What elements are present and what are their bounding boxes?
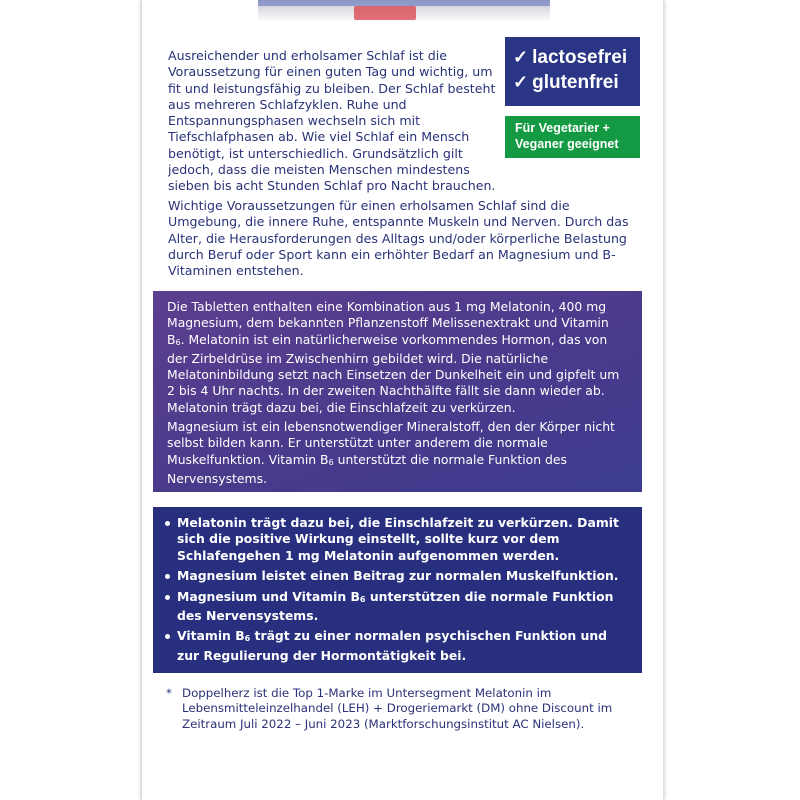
claim-3-text-a: Magnesium und Vitamin B [177, 588, 360, 604]
gluten-free-line [513, 70, 640, 95]
ingredients-p2-text-b: unterstützt die normale Funktion des Nervensystems. [167, 451, 567, 486]
gluten-free-label: glutenfrei [532, 72, 619, 93]
footnote-text: Doppelherz ist die Top 1-Marke im Untersegment Melatonin im Lebensmitteleinzelhandel (LEH) + Drogeriemarkt (DM) ohne Discount im Zeitraum Juli 2022 – Juni 2023 (Marktforschungsinstitut AC Nielsen). [182, 686, 613, 731]
claim-item-2: Magnesium leistet einen Beitrag zur normalen Muskelfunktion. [165, 568, 628, 584]
free-from-badge [505, 37, 640, 106]
footnote [166, 686, 636, 732]
ingredients-p1-subscript: 6 [175, 337, 181, 347]
claim-item-3 [165, 589, 628, 625]
claim-item-4 [165, 628, 628, 664]
ingredients-p1-text-a: Die Tabletten enthalten eine Kombination aus 1 mg Melatonin, 400 mg Magnesium, dem bekannten Pflanzenstoff Melissenextrakt und Vitamin B [167, 299, 609, 347]
vegan-badge-line-2: Veganer geeignet [515, 137, 619, 151]
ingredients-paragraph-2 [167, 419, 628, 487]
vegan-badge [505, 116, 640, 158]
ingredients-paragraph-1 [167, 299, 628, 416]
claim-3-subscript: 6 [359, 594, 366, 604]
lactose-free-line [513, 45, 640, 70]
ingredients-p2-subscript: 6 [328, 457, 334, 467]
claim-4-text-a: Vitamin B [177, 628, 245, 644]
claim-item-1: Melatonin trägt dazu bei, die Einschlafzeit zu verkürzen. Damit sich die positive Wirkung einstellt, sollte kurz vor dem Schlafengehen 1 mg Melatonin aufgenommen werden. [165, 515, 628, 564]
checkmark-icon: ✓ [513, 47, 529, 67]
lactose-free-label: lactosefrei [532, 47, 628, 68]
footnote-marker: * [166, 686, 172, 700]
ingredients-info-box [153, 291, 642, 492]
intro-paragraph-1: Ausreichender und erholsamer Schlaf ist die Voraussetzung für einen guten Tag und wichtig, um fit und leistungsfähig zu bleiben. Der Schlaf besteht aus mehreren Schlafzyklen. Ruhe und Entspannungsphasen wechseln sich mit Tiefschlafphasen ab. Wie viel Schlaf ein Mensch benötigt, ist unterschiedlich. Grundsätzlich gilt jedoch, dass die meisten Menschen mindestens sieben bis acht Stunden Schlaf pro Nacht brauchen. [168, 48, 496, 194]
ingredients-p1-text-b: . Melatonin ist ein natürlicherweise vorkommendes Hormon, das von der Zirbeldrüse im Zwischenhirn gebildet wird. Die natürliche Melatoninbildung setzt nach Einsetzen der Dunkelheit ein und gipfelt um 2 bis 4 Uhr nachts. In der zweiten Nachthälfte fällt sie dann wieder ab. Melatonin trägt dazu bei, die Einschlafzeit zu verkürzen. [167, 331, 620, 415]
health-claims-box [153, 507, 642, 673]
top-flap-red-band [354, 6, 416, 20]
health-claims-list [165, 515, 628, 664]
ingredients-p2-text-a: Magnesium ist ein lebensnotwendiger Mineralstoff, den der Körper nicht selbst bilden kann. Er unterstützt unter anderem die normale Muskelfunktion. Vitamin B [167, 419, 615, 467]
checkmark-icon: ✓ [513, 72, 529, 92]
intro-paragraph-2: Wichtige Voraussetzungen für einen erholsamen Schlaf sind die Umgebung, die innere Ruhe, entspannte Muskeln und Nerven. Durch das Alter, die Herausforderungen des Alltags und/oder körperliche Belastung durch Beruf oder Sport kann ein erhöhter Bedarf an Magnesium und B-Vitaminen entstehen. [168, 198, 629, 279]
package-top-flap [258, 0, 550, 22]
claim-3-text-b: unterstützen die normale Funktion des Nervensystems. [177, 588, 614, 624]
claim-4-text-b: trägt zu einer normalen psychischen Funktion und zur Regulierung der Hormontätigkeit bei. [177, 628, 608, 663]
claim-4-subscript: 6 [244, 634, 251, 644]
vegan-badge-line-1: Für Vegetarier + [515, 121, 610, 135]
